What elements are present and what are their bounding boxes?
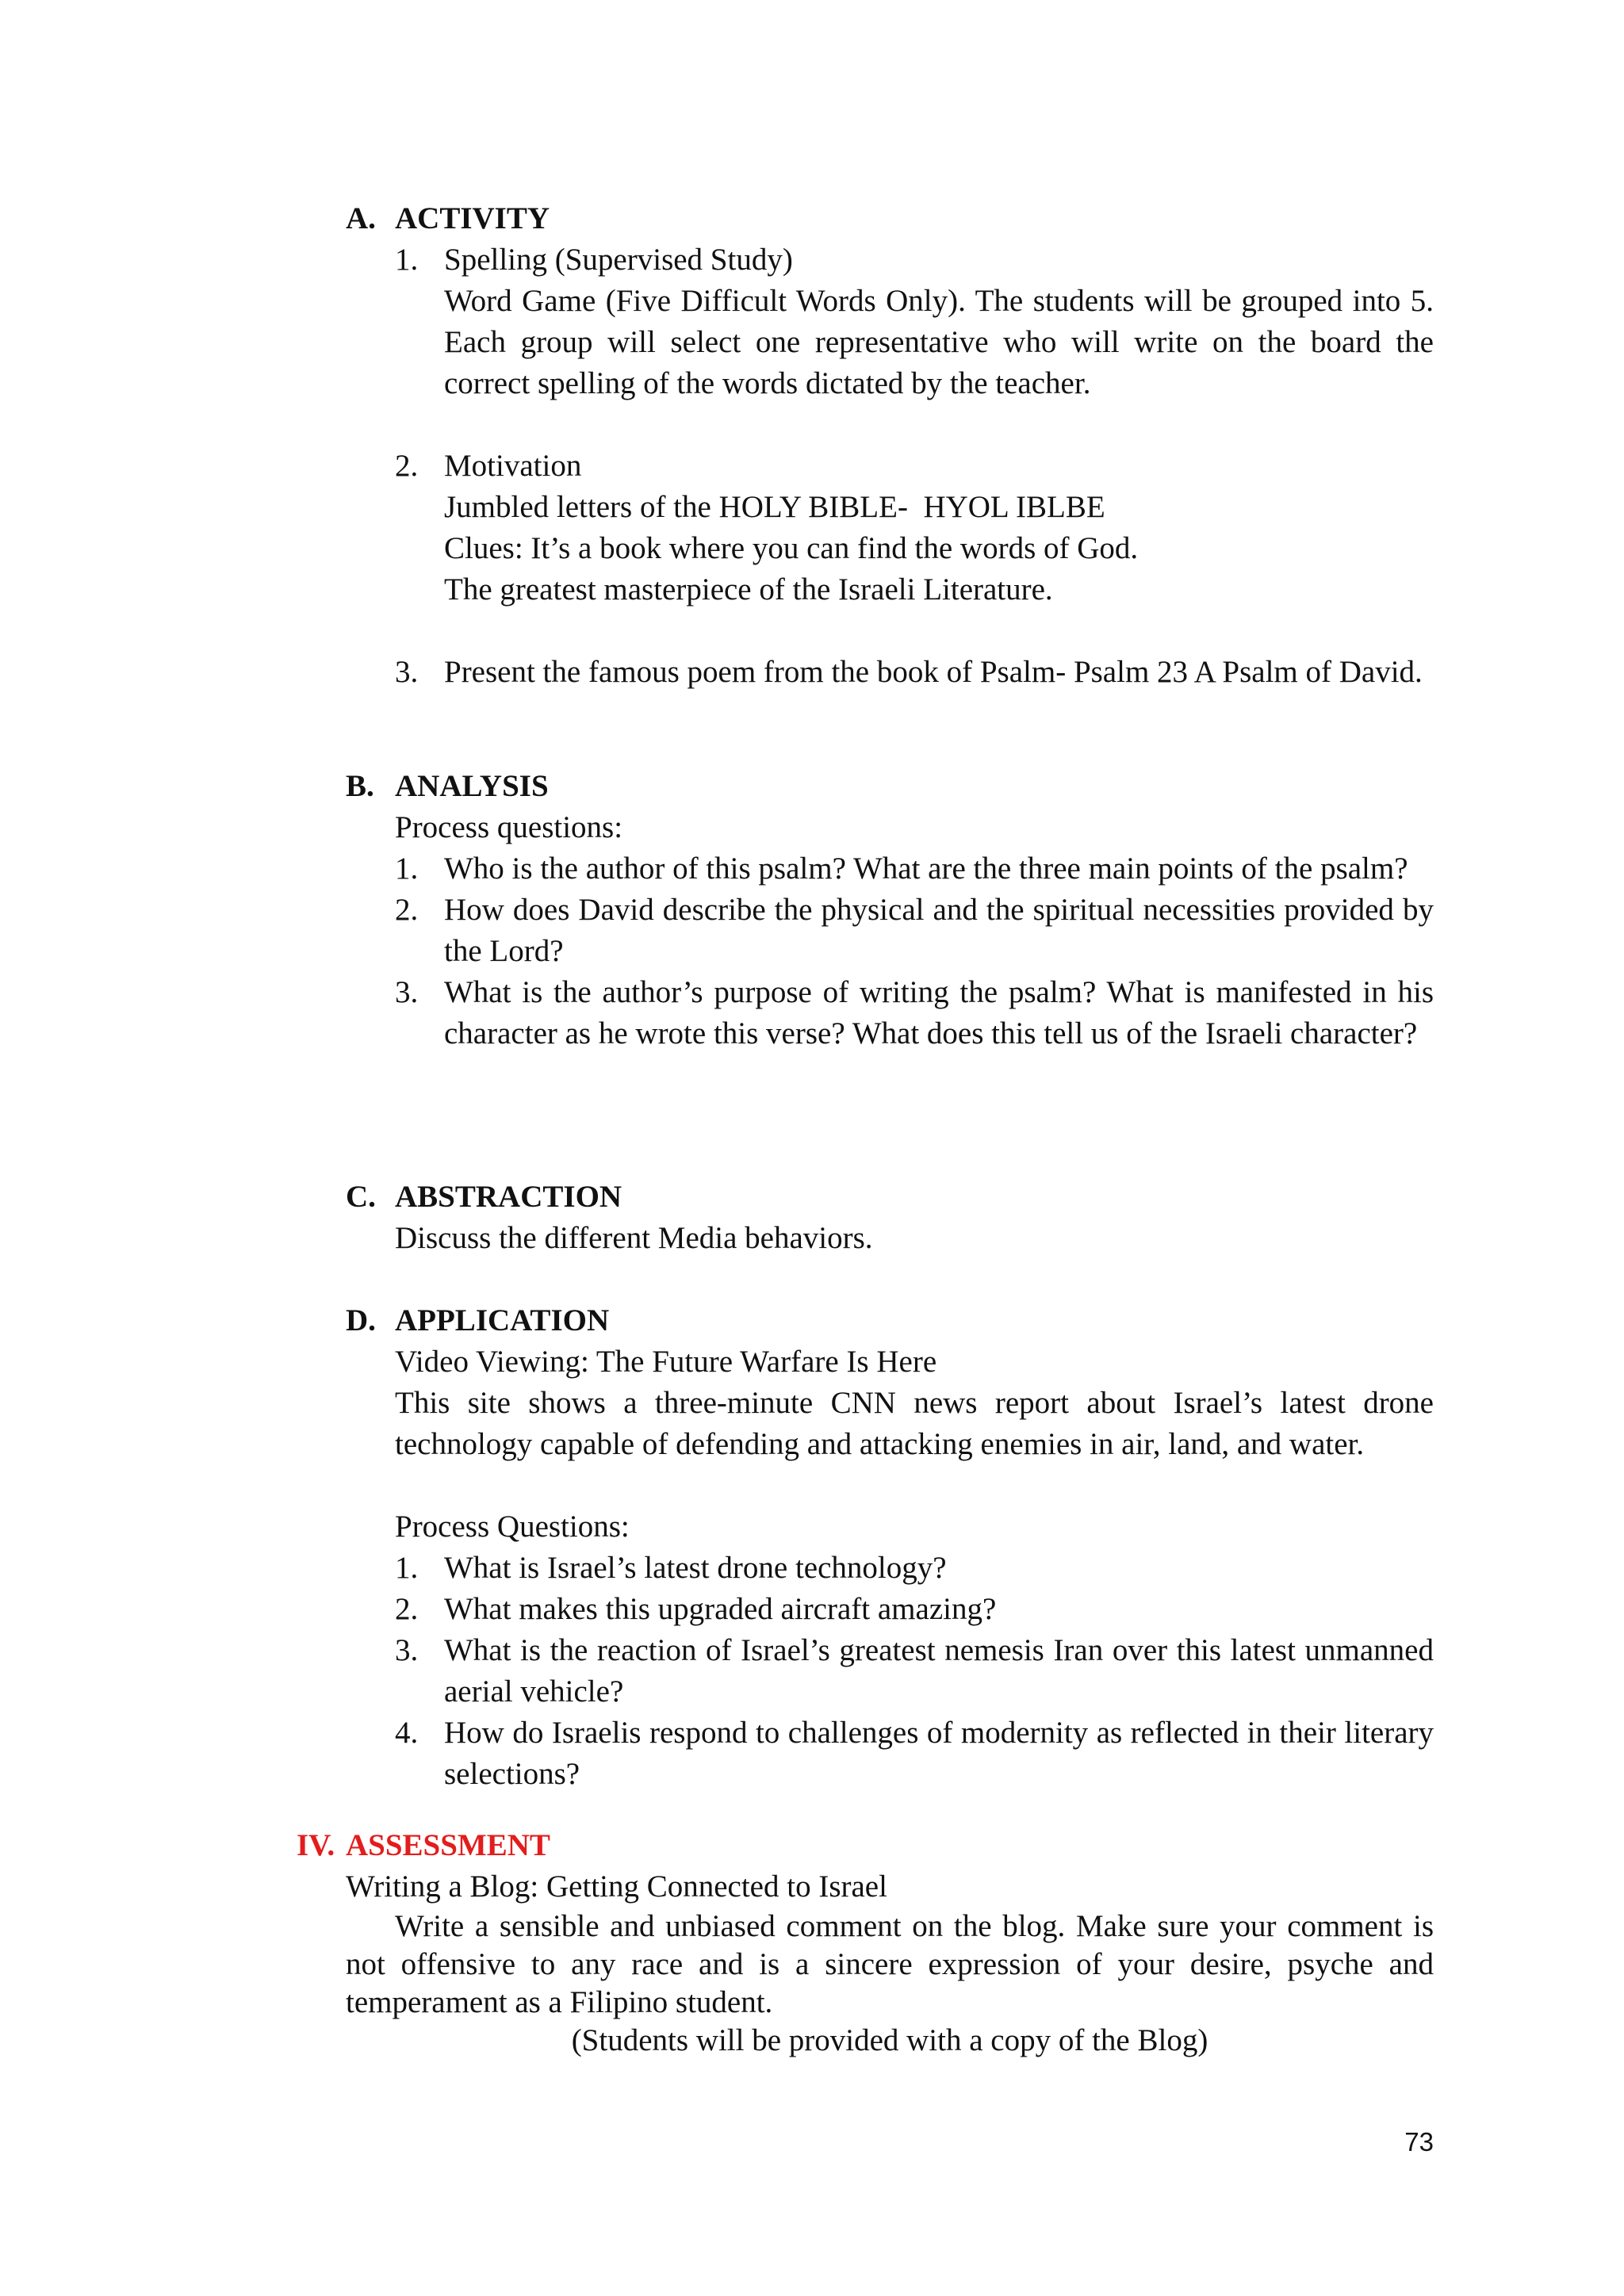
item-heading: Motivation xyxy=(444,449,582,483)
item-number: 4. xyxy=(395,1716,419,1750)
item-line: Jumbled letters of the HOLY BIBLE- HYOL IBLBE xyxy=(444,490,1105,524)
section-letter: A. xyxy=(346,201,376,235)
list-item xyxy=(395,446,1434,610)
section-activity-heading xyxy=(346,198,1434,239)
assessment-heading xyxy=(297,1825,1434,1866)
list-item xyxy=(395,239,1434,404)
item-text: How do Israelis respond to challenges of modernity as reflected in their literary selections? xyxy=(444,1716,1434,1791)
section-application-heading xyxy=(346,1300,1434,1341)
item-text: Present the famous poem from the book of Psalm- Psalm 23 A Psalm of David. xyxy=(444,655,1423,689)
item-text: What is the reaction of Israel’s greatest nemesis Iran over this latest unmanned aerial vehicle? xyxy=(444,1633,1434,1709)
item-text: What makes this upgraded aircraft amazing? xyxy=(444,1592,997,1626)
section-activity xyxy=(346,198,1434,693)
item-number: 1. xyxy=(395,243,419,277)
section-analysis-heading xyxy=(346,766,1434,807)
item-heading: Spelling (Supervised Study) xyxy=(444,243,793,277)
section-assessment xyxy=(297,1825,1434,2060)
item-number: 3. xyxy=(395,975,419,1009)
page-number: 73 xyxy=(1404,2127,1434,2156)
item-number: 2. xyxy=(395,449,419,483)
section-letter: D. xyxy=(346,1303,376,1337)
item-text: How does David describe the physical and the spiritual necessities provided by the Lord? xyxy=(444,893,1434,968)
list-item xyxy=(395,1712,1434,1795)
section-title: ABSTRACTION xyxy=(395,1180,622,1214)
item-number: 1. xyxy=(395,1551,419,1585)
item-number: 3. xyxy=(395,655,419,689)
item-line: The greatest masterpiece of the Israeli Literature. xyxy=(444,572,1053,607)
section-title: ASSESSMENT xyxy=(346,1828,550,1862)
assessment-subtitle: Writing a Blog: Getting Connected to Israel xyxy=(346,1869,887,1904)
assessment-paragraph: Write a sensible and unbiased comment on the blog. Make sure your comment is not offensive to any race and is a sincere expression of your desire, psyche and temperament as a Filipino student. xyxy=(346,1909,1434,2019)
list-item xyxy=(395,848,1434,890)
list-item xyxy=(395,1548,1434,1589)
item-number: 2. xyxy=(395,1592,419,1626)
section-letter: C. xyxy=(346,1180,376,1214)
list-item xyxy=(395,972,1434,1054)
list-item xyxy=(395,652,1434,693)
process-questions-label: Process questions: xyxy=(395,810,623,844)
item-number: 2. xyxy=(395,893,419,927)
section-title: ANALYSIS xyxy=(395,769,549,803)
section-abstraction xyxy=(346,1177,1434,1259)
section-title: ACTIVITY xyxy=(395,201,550,235)
video-description: This site shows a three-minute CNN news report about Israel’s latest drone technology capable of defending and attacking enemies in air, land, and water. xyxy=(395,1386,1434,1461)
section-abstraction-heading xyxy=(346,1177,1434,1218)
list-item xyxy=(395,1630,1434,1712)
video-title: Video Viewing: The Future Warfare Is Here xyxy=(395,1345,937,1379)
assessment-note: (Students will be provided with a copy of the Blog) xyxy=(571,2023,1208,2057)
section-analysis xyxy=(346,766,1434,1054)
section-letter: B. xyxy=(346,769,374,803)
section-application xyxy=(346,1300,1434,1795)
section-number: IV. xyxy=(297,1828,335,1862)
item-number: 1. xyxy=(395,851,419,886)
item-text: Who is the author of this psalm? What are the three main points of the psalm? xyxy=(444,851,1408,886)
item-number: 3. xyxy=(395,1633,419,1667)
item-text: What is Israel’s latest drone technology? xyxy=(444,1551,947,1585)
item-line: Clues: It’s a book where you can find the words of God. xyxy=(444,531,1139,565)
list-item xyxy=(395,890,1434,972)
list-item xyxy=(395,1589,1434,1630)
section-title: APPLICATION xyxy=(395,1303,610,1337)
process-questions-label: Process Questions: xyxy=(395,1510,630,1544)
item-text: Word Game (Five Difficult Words Only). The students will be grouped into 5. Each group will select one representative who will write on the board the correct spelling of the words dictated by the teacher. xyxy=(444,284,1434,400)
item-text: What is the author’s purpose of writing the psalm? What is manifested in his character as he wrote this verse? What does this tell us of the Israeli character? xyxy=(444,975,1434,1050)
section-text: Discuss the different Media behaviors. xyxy=(395,1221,873,1255)
